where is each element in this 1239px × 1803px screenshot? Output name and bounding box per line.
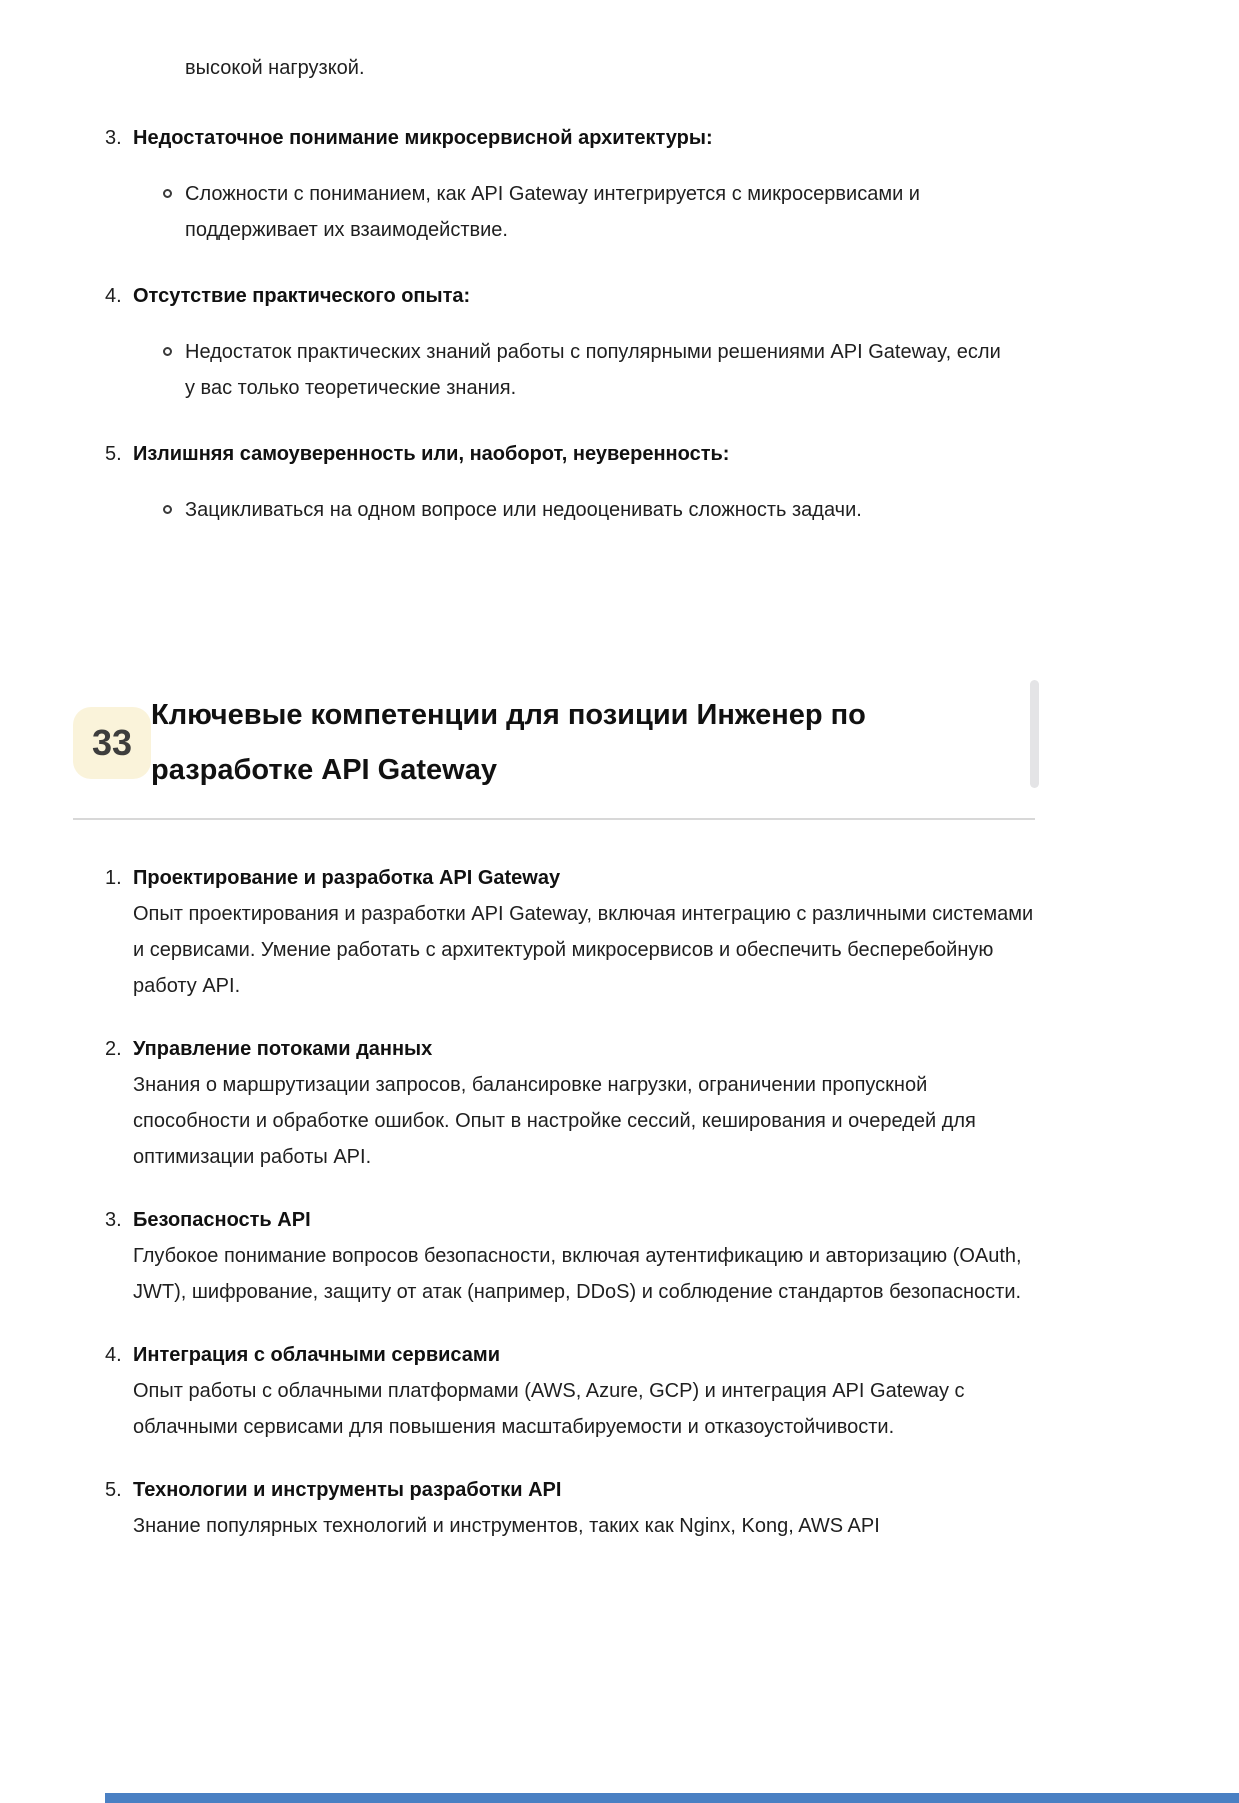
circle-bullet-icon xyxy=(163,189,172,198)
list-item xyxy=(105,120,1040,248)
document-page xyxy=(0,50,1239,1803)
pitfall-title: Излишняя самоуверенность или, наоборот, неуверенность: xyxy=(133,443,730,465)
bullet-text: Недостаток практических знаний работы с популярными решениями API Gateway, если у вас только теоретические знания. xyxy=(185,341,1001,399)
competency-content xyxy=(133,1337,1038,1445)
section-number-badge: 33 xyxy=(73,707,151,779)
competency-text: Знание популярных технологий и инструментов, таких как Nginx, Kong, AWS API xyxy=(133,1515,880,1538)
list-item xyxy=(105,436,1040,528)
list-number: 1. xyxy=(105,867,122,890)
competencies-list xyxy=(105,860,1040,1544)
list-item xyxy=(105,1337,1040,1445)
list-item xyxy=(105,278,1040,406)
bullet-item xyxy=(163,334,1040,406)
circle-bullet-icon xyxy=(163,347,172,356)
competency-content xyxy=(133,860,1038,1004)
list-number: 5. xyxy=(105,443,122,465)
competency-content xyxy=(133,1202,1038,1310)
list-number: 5. xyxy=(105,1479,122,1502)
competency-title: Технологии и инструменты разработки API xyxy=(133,1479,562,1502)
pitfall-heading xyxy=(105,436,1040,472)
competency-content xyxy=(133,1472,880,1544)
bullet-item xyxy=(163,492,1040,528)
list-number: 3. xyxy=(105,1209,122,1232)
competency-text: Опыт проектирования и разработки API Gateway, включая интеграцию с различными системами и сервисами. Умение работать с архитектурой микросервисов и обеспечить бесперебойную работу API. xyxy=(133,903,1034,998)
section-header-row xyxy=(73,688,1035,798)
pitfall-heading xyxy=(105,120,1040,156)
continuation-text: высокой нагрузкой. xyxy=(185,57,365,79)
circle-bullet-icon xyxy=(163,505,172,514)
sub-bullet-list xyxy=(163,334,1040,406)
pitfalls-list xyxy=(105,120,1040,528)
section-title: Ключевые компетенции для позиции Инженер по разработке API Gateway xyxy=(151,699,866,787)
pitfall-title: Отсутствие практического опыта: xyxy=(133,285,471,307)
scrollbar-thumb[interactable] xyxy=(1030,680,1039,788)
list-number: 4. xyxy=(105,285,122,307)
competency-title: Проектирование и разработка API Gateway xyxy=(133,867,561,890)
competency-content xyxy=(133,1031,1038,1175)
bullet-text: Сложности с пониманием, как API Gateway интегрируется с микросервисами и поддерживает их взаимодействие. xyxy=(185,183,920,241)
competency-text: Глубокое понимание вопросов безопасности, включая аутентификацию и авторизацию (OAuth, JWT), шифрование, защиту от атак (например, DDoS) и соблюдение стандартов безопасности. xyxy=(133,1245,1022,1304)
bullet-text: Зацикливаться на одном вопросе или недооценивать сложность задачи. xyxy=(185,499,862,521)
partial-blue-block-top xyxy=(105,1793,1239,1803)
bullet-item xyxy=(163,176,1040,248)
list-item xyxy=(105,1472,1040,1544)
section-divider xyxy=(73,818,1035,820)
list-item xyxy=(105,1031,1040,1175)
competency-title: Безопасность API xyxy=(133,1209,311,1232)
section-header xyxy=(73,688,1035,820)
competency-title: Интеграция с облачными сервисами xyxy=(133,1344,500,1367)
list-item xyxy=(105,1202,1040,1310)
competency-text: Опыт работы с облачными платформами (AWS, Azure, GCP) и интеграция API Gateway с облачными сервисами для повышения масштабируемости и отказоустойчивости. xyxy=(133,1380,965,1439)
sub-bullet-list xyxy=(163,492,1040,528)
pitfall-heading xyxy=(105,278,1040,314)
list-number: 2. xyxy=(105,1038,122,1061)
competency-title: Управление потоками данных xyxy=(133,1038,433,1061)
list-number: 4. xyxy=(105,1344,122,1367)
pitfall-title: Недостаточное понимание микросервисной архитектуры: xyxy=(133,127,713,149)
competency-text: Знания о маршрутизации запросов, балансировке нагрузки, ограничении пропускной способности и обработке ошибок. Опыт в настройке сессий, кеширования и очередей для оптимизации работы API. xyxy=(133,1074,976,1169)
list-item xyxy=(105,860,1040,1004)
sub-bullet-list xyxy=(163,176,1040,248)
list-number: 3. xyxy=(105,127,122,149)
